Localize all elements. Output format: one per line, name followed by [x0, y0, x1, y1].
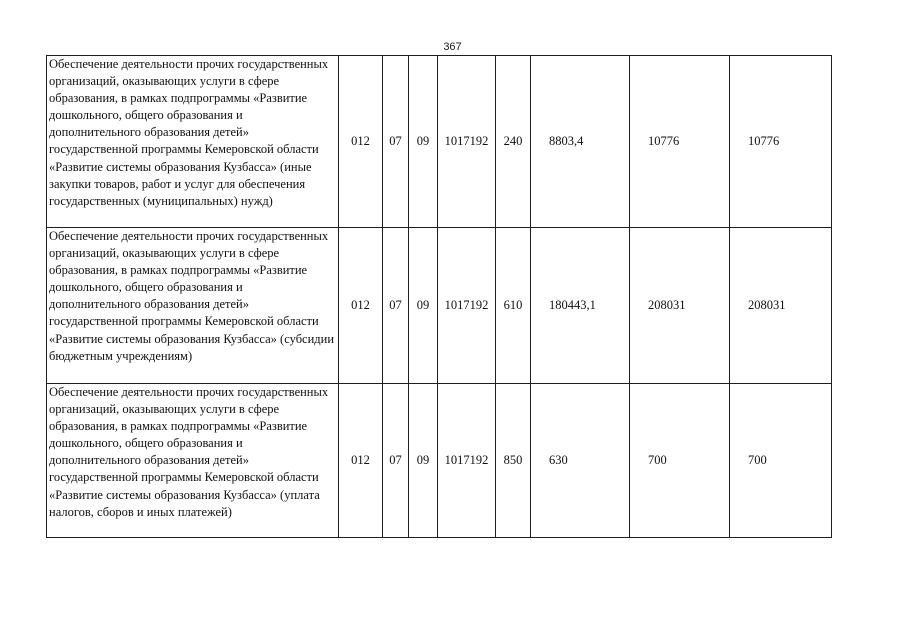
budget-table	[46, 55, 832, 538]
section-code: 07	[383, 384, 409, 538]
section-code: 07	[383, 228, 409, 384]
page-number: 367	[443, 41, 462, 53]
amount-year-3: 10776	[730, 56, 832, 228]
section-code: 07	[383, 56, 409, 228]
table-row	[47, 384, 832, 538]
row-description: Обеспечение деятельности прочих государственных организаций, оказывающих услуги в сфере образования, в рамках подпрограммы «Развитие дошкольного, общего образования и дополнительного образования детей» государственной программы Кемеровской области «Развитие системы образования Кузбасса» (субсидии бюджетным учреждениям)	[47, 228, 339, 384]
amount-year-2: 208031	[630, 228, 730, 384]
ministry-code: 012	[339, 384, 383, 538]
amount-year-2: 700	[630, 384, 730, 538]
target-article-code: 1017192	[438, 228, 496, 384]
expense-type-code: 610	[496, 228, 531, 384]
table-row	[47, 56, 832, 228]
expense-type-code: 850	[496, 384, 531, 538]
amount-year-3: 208031	[730, 228, 832, 384]
subsection-code: 09	[409, 56, 438, 228]
ministry-code: 012	[339, 56, 383, 228]
amount-year-1: 180443,1	[531, 228, 630, 384]
amount-year-2: 10776	[630, 56, 730, 228]
amount-year-1: 8803,4	[531, 56, 630, 228]
row-description: Обеспечение деятельности прочих государственных организаций, оказывающих услуги в сфере образования, в рамках подпрограммы «Развитие дошкольного, общего образования и дополнительного образования детей» государственной программы Кемеровской области «Развитие системы образования Кузбасса» (иные закупки товаров, работ и услуг для обеспечения государственных (муниципальных) нужд)	[47, 56, 339, 228]
expense-type-code: 240	[496, 56, 531, 228]
target-article-code: 1017192	[438, 384, 496, 538]
amount-year-1: 630	[531, 384, 630, 538]
subsection-code: 09	[409, 228, 438, 384]
table-row	[47, 228, 832, 384]
target-article-code: 1017192	[438, 56, 496, 228]
subsection-code: 09	[409, 384, 438, 538]
row-description: Обеспечение деятельности прочих государственных организаций, оказывающих услуги в сфере образования, в рамках подпрограммы «Развитие дошкольного, общего образования и дополнительного образования детей» государственной программы Кемеровской области «Развитие системы образования Кузбасса» (уплата налогов, сборов и иных платежей)	[47, 384, 339, 538]
amount-year-3: 700	[730, 384, 832, 538]
ministry-code: 012	[339, 228, 383, 384]
